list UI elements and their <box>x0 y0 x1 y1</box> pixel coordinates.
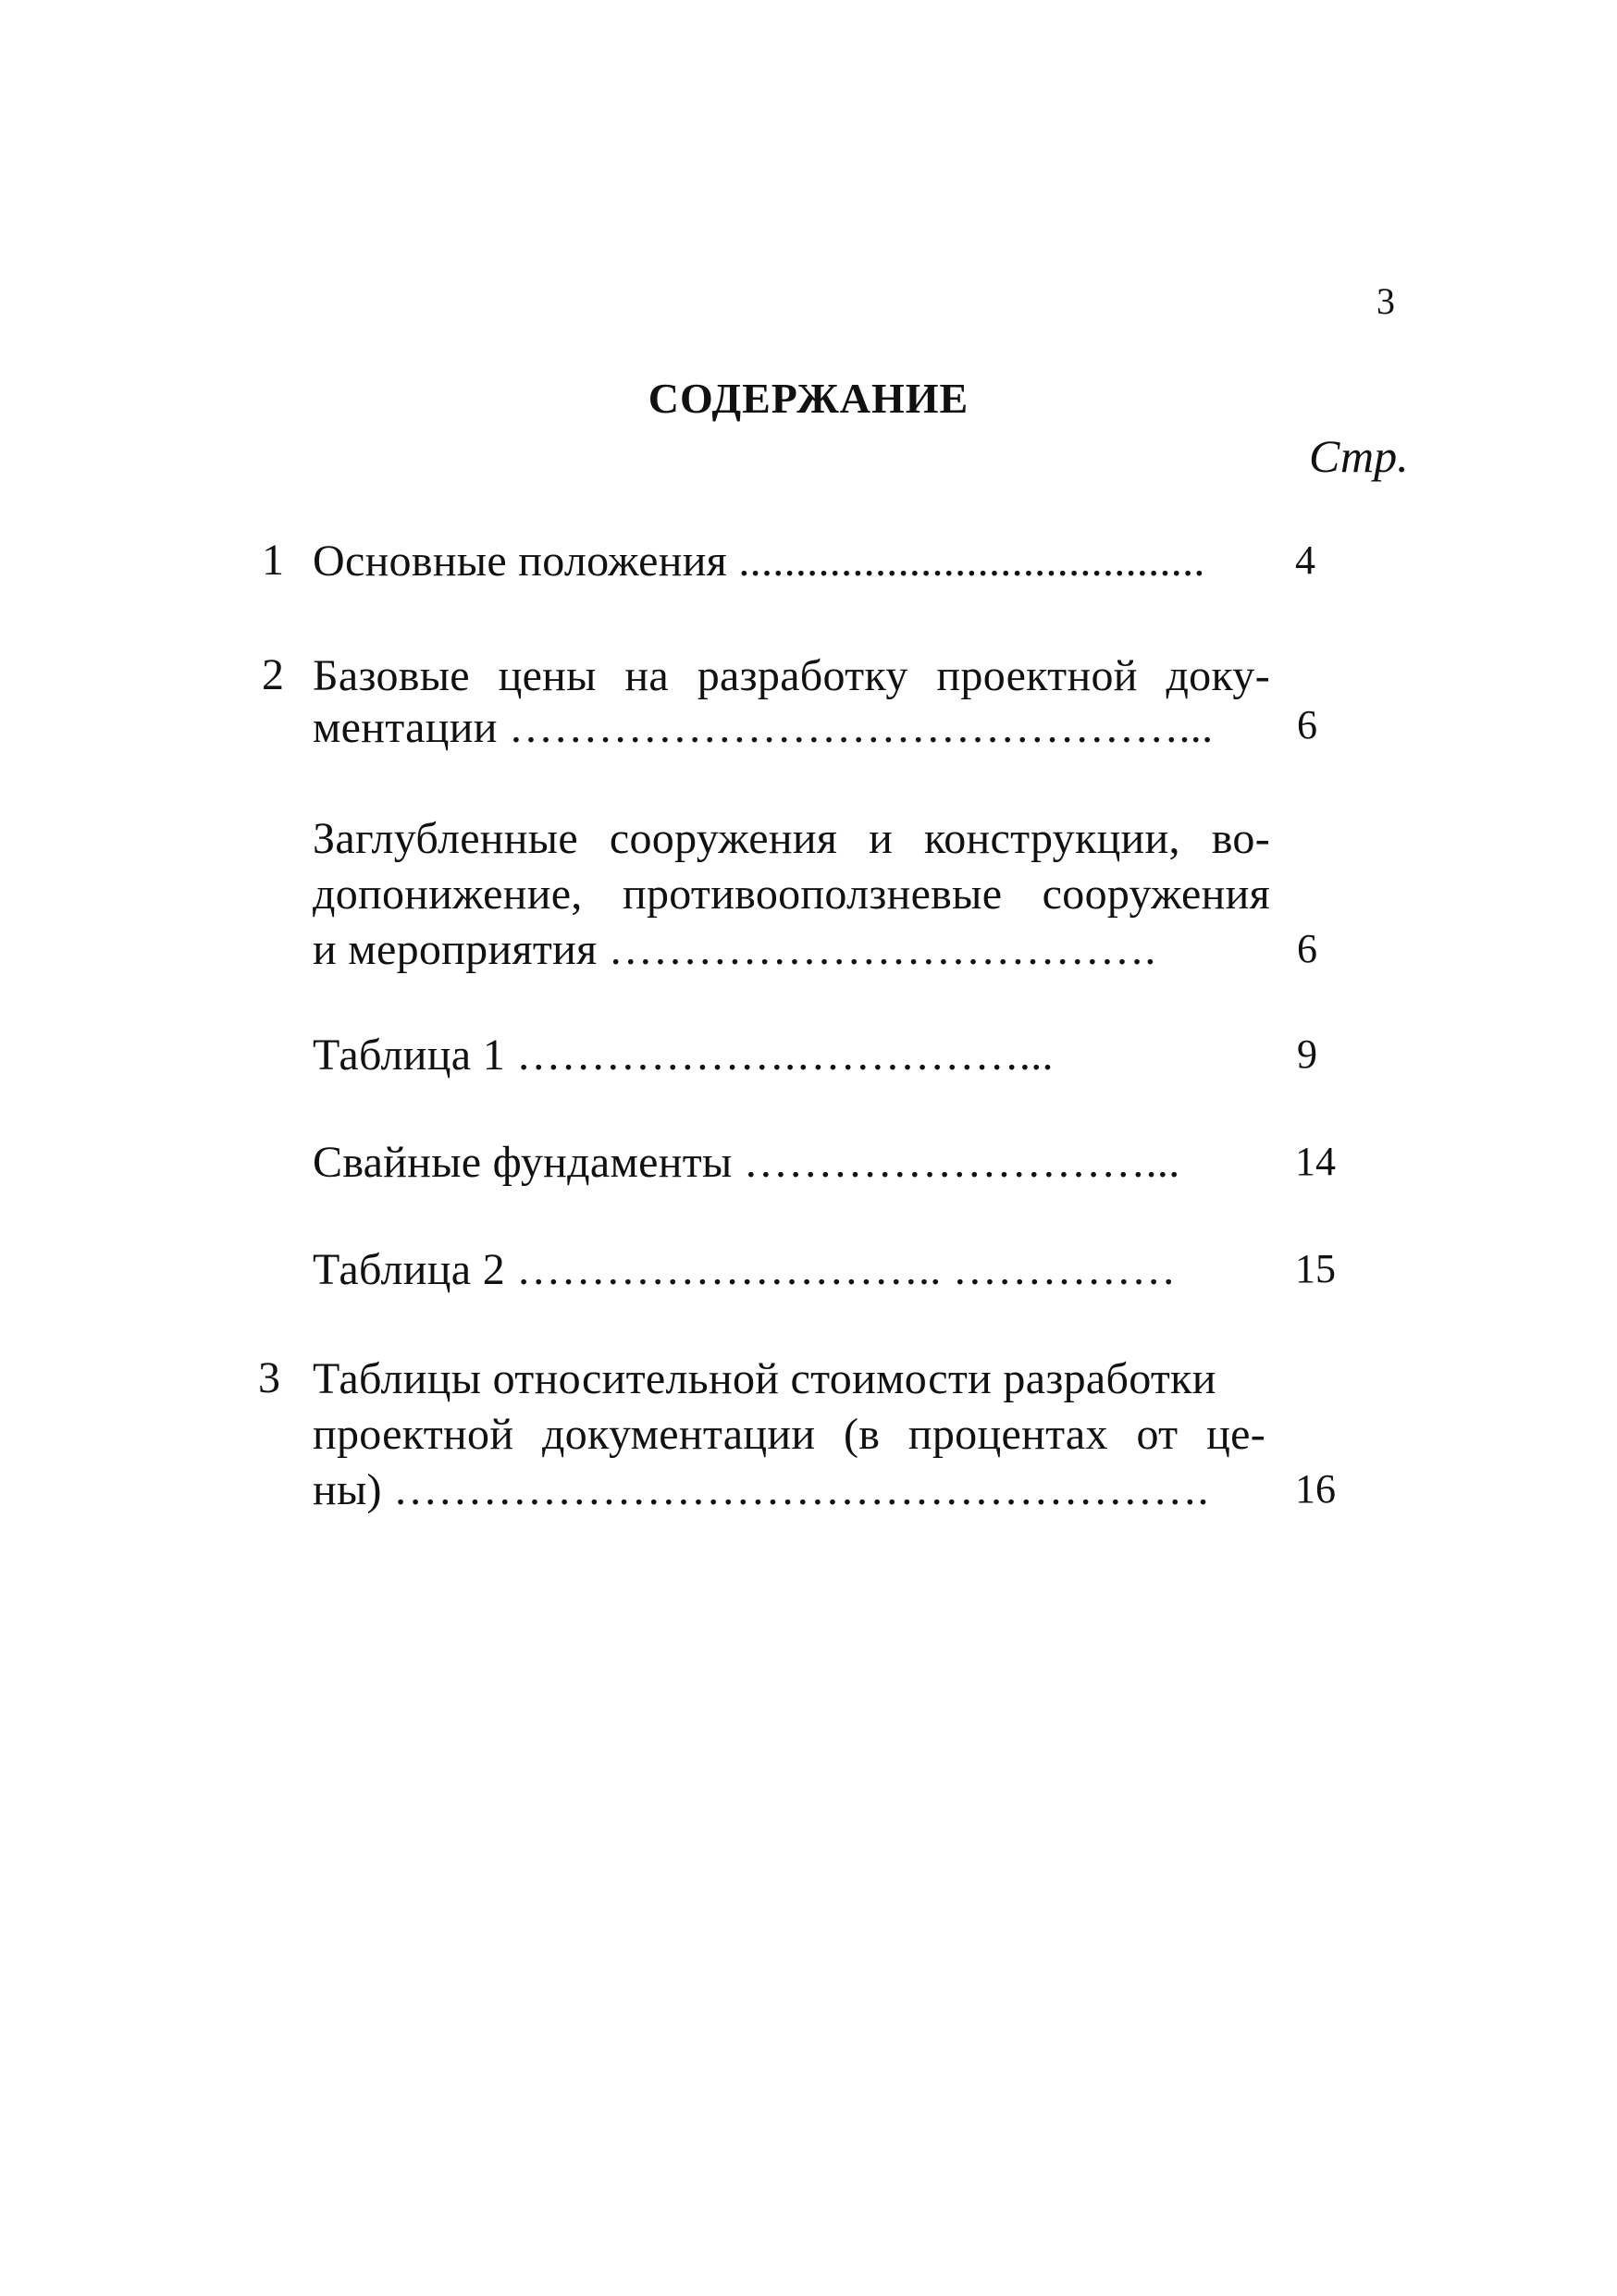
toc-entry-2-1-page: 6 <box>1297 926 1317 971</box>
toc-entry-3-line-1[interactable]: Таблицы относительной стоимости разработки <box>313 1354 1216 1403</box>
toc-entry-1-title[interactable]: Основные положения ......................................... <box>313 537 1205 586</box>
toc-entry-2-line-2[interactable]: ментации ………………………………………... <box>313 703 1214 752</box>
toc-entry-pile-foundations-page: 14 <box>1295 1139 1336 1184</box>
toc-entry-2-1-line-2[interactable]: допонижение, противооползневые сооружения <box>313 870 1270 919</box>
toc-entry-3-line-3[interactable]: ны) ………………………………………………. <box>313 1465 1209 1514</box>
toc-entry-2-line-1[interactable]: Базовые цены на разработку проектной доку- <box>313 651 1270 700</box>
toc-entry-table-2[interactable]: Таблица 2 ……………………….. …………… <box>313 1245 1177 1294</box>
toc-entry-2-1-line-3[interactable]: и мероприятия ………………………………. <box>313 925 1156 974</box>
page-number: 3 <box>1376 280 1395 322</box>
toc-entry-table-1-page: 9 <box>1297 1031 1317 1077</box>
toc-entry-3-page: 16 <box>1295 1466 1336 1512</box>
toc-entry-2-page: 6 <box>1297 702 1317 747</box>
page-column-label: Стр. <box>1309 430 1409 482</box>
toc-title: СОДЕРЖАНИЕ <box>648 375 969 422</box>
toc-entry-3-line-2[interactable]: проектной документации (в процентах от це- <box>313 1410 1265 1459</box>
toc-entry-1-page: 4 <box>1295 537 1315 583</box>
toc-entry-table-2-page: 15 <box>1295 1246 1336 1291</box>
toc-entry-3-number: 3 <box>258 1353 280 1402</box>
toc-entry-2-number: 2 <box>262 650 284 699</box>
toc-entry-pile-foundations[interactable]: Свайные фундаменты ………………………... <box>313 1138 1180 1187</box>
toc-entry-table-1[interactable]: Таблица 1 ……………….……………... <box>313 1031 1054 1080</box>
toc-entry-2-1-line-1[interactable]: Заглубленные сооружения и конструкции, во- <box>313 814 1270 863</box>
toc-entry-1-number: 1 <box>262 536 284 585</box>
